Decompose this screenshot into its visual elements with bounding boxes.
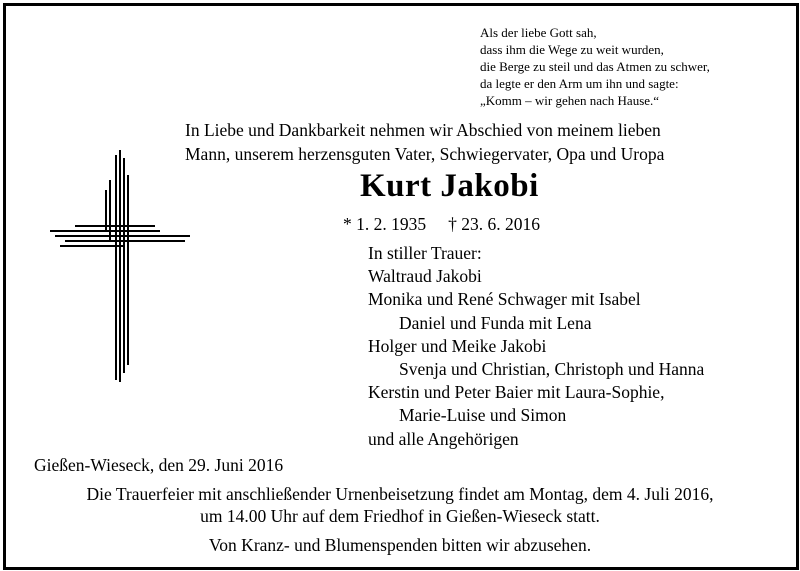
service-line: um 14.00 Uhr auf dem Friedhof in Gießen-Wieseck statt.	[200, 506, 600, 526]
poem-line: da legte er den Arm um ihn und sagte:	[480, 76, 679, 91]
cross-icon	[45, 150, 195, 390]
mourner-line: Monika und René Schwager mit Isabel	[368, 289, 641, 310]
mourner-line: Svenja und Christian, Christoph und Hanna	[399, 359, 705, 380]
poem-line: „Komm – wir gehen nach Hause.“	[480, 93, 660, 108]
place-date: Gießen-Wieseck, den 29. Juni 2016	[34, 455, 284, 475]
poem-line: dass ihm die Wege zu weit wurden,	[480, 42, 664, 57]
poem-line: Als der liebe Gott sah,	[480, 25, 597, 40]
mourners-heading: In stiller Trauer:	[368, 243, 482, 263]
mourner-line: Holger und Meike Jakobi	[368, 335, 547, 356]
mourner-line: Marie-Luise und Simon	[399, 405, 567, 426]
service-line: Die Trauerfeier mit anschließender Urnenbeisetzung findet am Montag, dem 4. Juli 2016,	[86, 484, 714, 504]
mourner-line: Kerstin und Peter Baier mit Laura-Sophie,	[368, 382, 665, 403]
mourner-line: und alle Angehörigen	[368, 428, 519, 449]
service-info	[0, 483, 800, 527]
donation-note: Von Kranz- und Blumenspenden bitten wir abzusehen.	[208, 535, 592, 555]
poem-line: die Berge zu steil und das Atmen zu schwer,	[480, 59, 710, 74]
deceased-name: Kurt Jakobi	[360, 168, 539, 204]
poem	[480, 24, 710, 109]
intro-text	[185, 118, 664, 166]
mourners-list	[368, 242, 704, 451]
birth-date: * 1. 2. 1935	[343, 214, 427, 234]
mourner-line: Daniel und Funda mit Lena	[399, 312, 592, 333]
life-dates	[343, 214, 540, 235]
mourner-line: Waltraud Jakobi	[368, 266, 482, 287]
intro-line: Mann, unserem herzensguten Vater, Schwiegervater, Opa und Uropa	[185, 144, 665, 164]
intro-line: In Liebe und Dankbarkeit nehmen wir Abschied von meinem lieben	[185, 120, 661, 140]
death-date: † 23. 6. 2016	[448, 214, 540, 234]
